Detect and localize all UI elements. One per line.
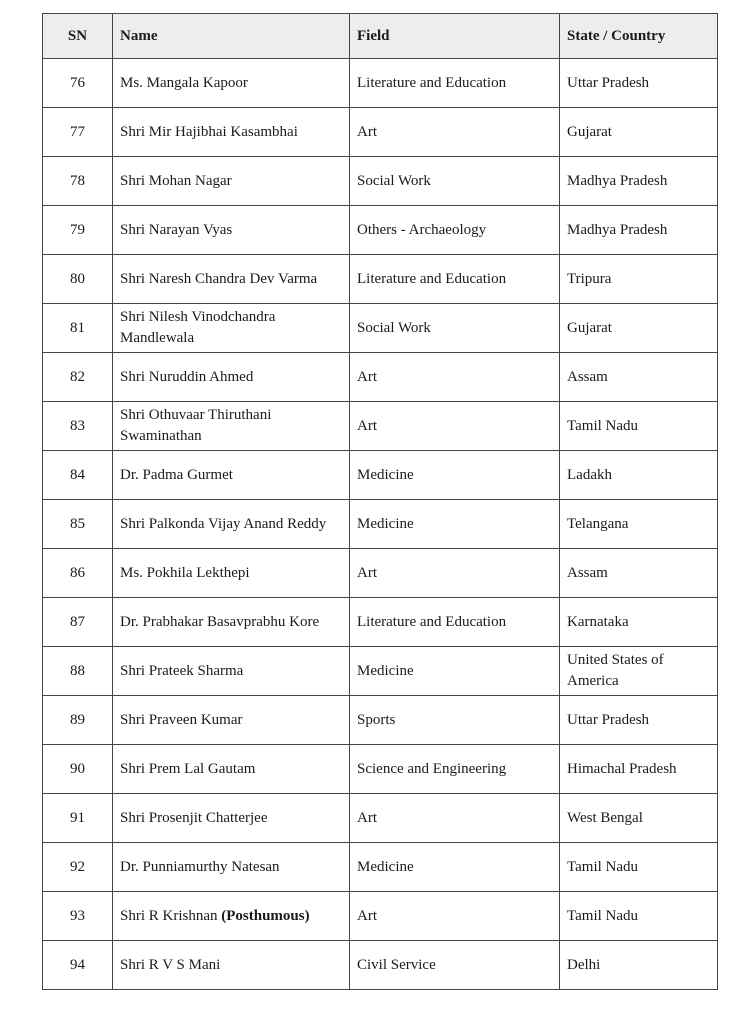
cell-state: Madhya Pradesh (560, 157, 718, 206)
cell-field: Art (350, 108, 560, 157)
cell-name: Shri Prateek Sharma (113, 647, 350, 696)
cell-field: Medicine (350, 647, 560, 696)
cell-sn: 94 (43, 941, 113, 990)
cell-state: Uttar Pradesh (560, 59, 718, 108)
cell-field: Art (350, 794, 560, 843)
cell-field: Social Work (350, 304, 560, 353)
cell-state: Uttar Pradesh (560, 696, 718, 745)
table-row (43, 206, 718, 255)
cell-sn: 80 (43, 255, 113, 304)
cell-sn: 93 (43, 892, 113, 941)
cell-field: Literature and Education (350, 255, 560, 304)
table-row (43, 157, 718, 206)
cell-field: Science and Engineering (350, 745, 560, 794)
table-row (43, 843, 718, 892)
cell-field: Others - Archaeology (350, 206, 560, 255)
cell-sn: 77 (43, 108, 113, 157)
cell-state: Tamil Nadu (560, 402, 718, 451)
header-field: Field (350, 14, 560, 59)
cell-sn: 88 (43, 647, 113, 696)
table-row (43, 696, 718, 745)
cell-name: Dr. Punniamurthy Natesan (113, 843, 350, 892)
cell-name: Ms. Pokhila Lekthepi (113, 549, 350, 598)
cell-name: Shri Mohan Nagar (113, 157, 350, 206)
cell-state: United States of America (560, 647, 718, 696)
cell-name: Shri Prem Lal Gautam (113, 745, 350, 794)
cell-field: Civil Service (350, 941, 560, 990)
table-row (43, 500, 718, 549)
table-header (43, 14, 718, 59)
table-row (43, 108, 718, 157)
cell-sn: 85 (43, 500, 113, 549)
cell-state: Gujarat (560, 304, 718, 353)
table-row (43, 353, 718, 402)
cell-field: Literature and Education (350, 59, 560, 108)
cell-field: Medicine (350, 451, 560, 500)
cell-state: Tamil Nadu (560, 843, 718, 892)
header-name: Name (113, 14, 350, 59)
cell-name: Shri Narayan Vyas (113, 206, 350, 255)
table-header-row (43, 14, 718, 59)
cell-name: Shri R V S Mani (113, 941, 350, 990)
cell-field: Social Work (350, 157, 560, 206)
cell-name: Dr. Padma Gurmet (113, 451, 350, 500)
table-row (43, 745, 718, 794)
cell-field: Art (350, 402, 560, 451)
cell-name: Shri Praveen Kumar (113, 696, 350, 745)
cell-name: Shri Naresh Chandra Dev Varma (113, 255, 350, 304)
cell-state: Tamil Nadu (560, 892, 718, 941)
cell-field: Art (350, 353, 560, 402)
cell-name: Shri Othuvaar Thiruthani Swaminathan (113, 402, 350, 451)
table-row (43, 59, 718, 108)
cell-sn: 78 (43, 157, 113, 206)
cell-name: Shri Mir Hajibhai Kasambhai (113, 108, 350, 157)
table-row (43, 255, 718, 304)
awards-table (42, 13, 718, 990)
cell-field: Art (350, 892, 560, 941)
cell-state: Assam (560, 353, 718, 402)
cell-name: Ms. Mangala Kapoor (113, 59, 350, 108)
cell-sn: 91 (43, 794, 113, 843)
cell-sn: 86 (43, 549, 113, 598)
cell-field: Medicine (350, 500, 560, 549)
cell-field: Literature and Education (350, 598, 560, 647)
cell-state: Madhya Pradesh (560, 206, 718, 255)
table-row (43, 549, 718, 598)
cell-sn: 82 (43, 353, 113, 402)
table-row (43, 941, 718, 990)
cell-state: Telangana (560, 500, 718, 549)
cell-name: Shri Nuruddin Ahmed (113, 353, 350, 402)
table-body (43, 59, 718, 990)
table-row (43, 794, 718, 843)
cell-sn: 89 (43, 696, 113, 745)
header-sn: SN (43, 14, 113, 59)
cell-sn: 76 (43, 59, 113, 108)
cell-state: Himachal Pradesh (560, 745, 718, 794)
header-state-country: State / Country (560, 14, 718, 59)
cell-state: West Bengal (560, 794, 718, 843)
cell-sn: 92 (43, 843, 113, 892)
cell-name: Dr. Prabhakar Basavprabhu Kore (113, 598, 350, 647)
table-row (43, 451, 718, 500)
cell-sn: 84 (43, 451, 113, 500)
cell-state: Karnataka (560, 598, 718, 647)
table-row (43, 892, 718, 941)
cell-sn: 81 (43, 304, 113, 353)
cell-state: Ladakh (560, 451, 718, 500)
cell-name: Shri Prosenjit Chatterjee (113, 794, 350, 843)
cell-name: Shri Palkonda Vijay Anand Reddy (113, 500, 350, 549)
table-row (43, 304, 718, 353)
table-row (43, 598, 718, 647)
cell-sn: 87 (43, 598, 113, 647)
table-row (43, 647, 718, 696)
cell-name: Shri R Krishnan (Posthumous) (113, 892, 350, 941)
cell-state: Assam (560, 549, 718, 598)
table-row (43, 402, 718, 451)
cell-name: Shri Nilesh Vinodchandra Mandlewala (113, 304, 350, 353)
cell-sn: 90 (43, 745, 113, 794)
cell-state: Gujarat (560, 108, 718, 157)
cell-field: Medicine (350, 843, 560, 892)
cell-state: Tripura (560, 255, 718, 304)
cell-field: Sports (350, 696, 560, 745)
cell-field: Art (350, 549, 560, 598)
cell-sn: 83 (43, 402, 113, 451)
cell-state: Delhi (560, 941, 718, 990)
posthumous-label: (Posthumous) (221, 907, 310, 924)
cell-sn: 79 (43, 206, 113, 255)
